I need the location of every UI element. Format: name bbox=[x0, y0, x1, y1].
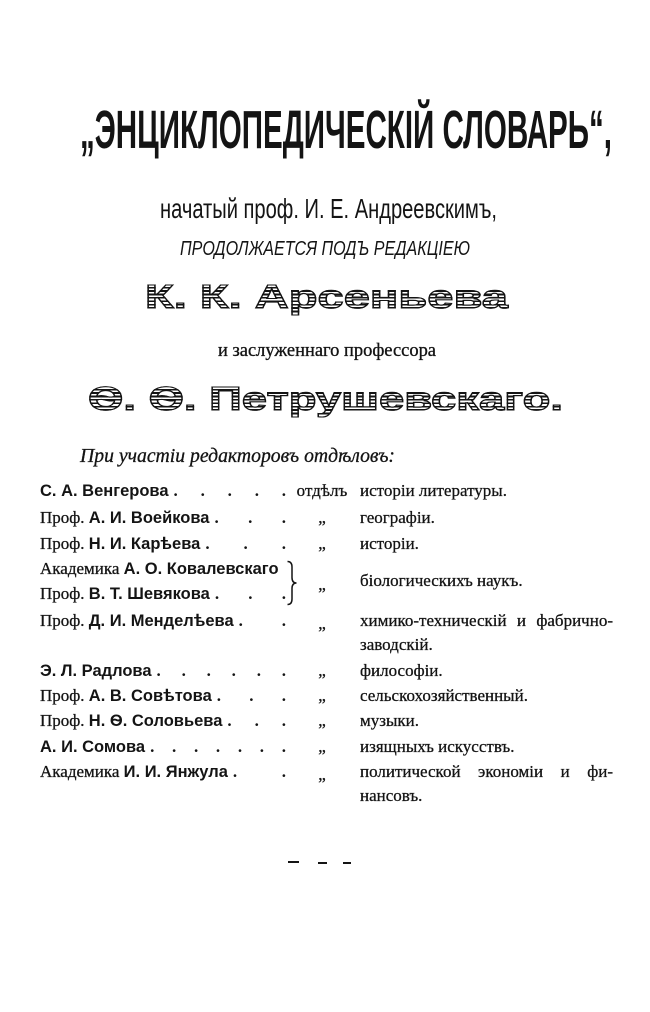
editor-entry bbox=[40, 659, 286, 683]
subject-line: исторіи. bbox=[360, 534, 419, 553]
and-professor-line: и заслуженнаго профессора bbox=[218, 340, 436, 361]
department-row bbox=[0, 659, 650, 683]
editor-name: А. И. Сомова bbox=[40, 738, 146, 756]
editor-entry bbox=[40, 735, 286, 759]
editor-name-group bbox=[40, 557, 279, 581]
editor-title: Академика bbox=[40, 762, 120, 781]
ditto-mark: „ bbox=[318, 534, 326, 553]
editor-name: Н. Ѳ. Соловьева bbox=[88, 712, 223, 730]
decorative-dash bbox=[318, 862, 327, 864]
department-subject bbox=[360, 684, 613, 708]
editor-title: Проф. bbox=[40, 584, 85, 603]
dot-leader: . . . . . . . bbox=[150, 737, 286, 756]
subject-line: политической экономіи и фи- bbox=[360, 762, 613, 781]
ditto-mark: „ bbox=[318, 686, 326, 705]
editor-entry bbox=[40, 557, 286, 581]
subject-line: географіи. bbox=[360, 508, 435, 527]
ditto-mark: „ bbox=[318, 765, 326, 784]
editor-title: Академика bbox=[40, 559, 120, 578]
department-row bbox=[0, 735, 650, 759]
dictionary-title: „ЭНЦИКЛОПЕДИЧЕСКІЙ СЛОВАРЬ“, bbox=[80, 100, 612, 160]
editor-entry bbox=[40, 532, 286, 556]
department-subject bbox=[360, 506, 613, 530]
founder-line: начатый проф. И. Е. Андреевскимъ, bbox=[160, 193, 497, 224]
department-row bbox=[0, 709, 650, 733]
department-subject bbox=[360, 569, 613, 593]
subject-line: философіи. bbox=[360, 661, 443, 680]
editor-entry bbox=[40, 684, 286, 708]
dot-leader: . . . bbox=[214, 584, 286, 603]
subject-line: химико-техническій и фабрично- bbox=[360, 611, 613, 630]
editor-title: Проф. bbox=[40, 686, 85, 705]
dot-leader: . . . bbox=[205, 534, 286, 553]
editor-name: А. О. Ковалевскаго bbox=[123, 560, 279, 578]
ditto-mark: „ bbox=[318, 661, 326, 680]
editor-name: В. Т. Шевякова bbox=[88, 585, 210, 603]
editor-name-group bbox=[40, 684, 212, 708]
section-editors-heading: При участіи редакторовъ отдѣловъ: bbox=[80, 445, 395, 467]
dot-leader: . . . bbox=[216, 686, 286, 705]
editor-name-group bbox=[40, 609, 234, 633]
editor-entry bbox=[40, 609, 286, 633]
ditto-mark: „ bbox=[318, 575, 326, 594]
dot-leader: . . bbox=[232, 762, 286, 781]
department-label: отдѣлъ bbox=[296, 481, 348, 500]
editor-entry bbox=[40, 479, 286, 503]
department-row bbox=[0, 479, 650, 503]
dot-leader: . . . . . . bbox=[156, 661, 286, 680]
subject-line: изящныхъ искусствъ. bbox=[360, 737, 515, 756]
ditto-mark: „ bbox=[318, 614, 326, 633]
editor-name-group bbox=[40, 479, 169, 503]
editor-title: Проф. bbox=[40, 711, 85, 730]
editor-name-group bbox=[40, 582, 210, 606]
editor-title: Проф. bbox=[40, 508, 85, 527]
editor-name: С. А. Венгерова bbox=[40, 482, 169, 500]
department-row bbox=[0, 532, 650, 556]
editor-name-group bbox=[40, 735, 145, 759]
department-row bbox=[0, 609, 650, 657]
ditto-mark: „ bbox=[318, 737, 326, 756]
editor-name: Д. И. Менделѣева bbox=[88, 612, 234, 630]
department-subject bbox=[360, 709, 613, 733]
editor-title: Проф. bbox=[40, 534, 85, 553]
editor-name-group bbox=[40, 659, 152, 683]
department-row bbox=[0, 760, 650, 808]
department-subject bbox=[360, 659, 613, 683]
editor-entry bbox=[40, 709, 286, 733]
dot-leader: . . bbox=[238, 611, 286, 630]
decorative-dash bbox=[343, 862, 351, 864]
editor-name-group bbox=[40, 760, 228, 784]
continued-under-editorship: ПРОДОЛЖАЕТСЯ ПОДЪ РЕДАКЦІЕЮ bbox=[180, 238, 470, 260]
chief-editor-name: К. К. Арсеньева bbox=[145, 278, 508, 315]
editor-entry bbox=[40, 760, 286, 784]
department-row bbox=[0, 684, 650, 708]
decorative-dash bbox=[288, 861, 299, 863]
subject-line: музыки. bbox=[360, 711, 420, 730]
dot-leader: . . . bbox=[214, 508, 286, 527]
editor-entry bbox=[40, 506, 286, 530]
editor-name: Н. И. Карѣева bbox=[88, 535, 201, 553]
department-subject bbox=[360, 609, 613, 657]
editor-name: А. И. Воейкова bbox=[88, 509, 210, 527]
subject-line: сельскохозяйственный. bbox=[360, 686, 528, 705]
editor-name-group bbox=[40, 709, 222, 733]
editor-entry bbox=[40, 582, 286, 606]
department-subject bbox=[360, 479, 613, 503]
dot-leader: . . . bbox=[227, 711, 286, 730]
department-row bbox=[0, 557, 650, 606]
department-subject bbox=[360, 735, 613, 759]
ditto-mark: „ bbox=[318, 711, 326, 730]
editor-name: Э. Л. Радлова bbox=[40, 662, 152, 680]
editor-name: И. И. Янжула bbox=[123, 763, 228, 781]
editor-title: Проф. bbox=[40, 611, 85, 630]
subject-line: заводскій. bbox=[360, 635, 433, 654]
editor-name: А. В. Совѣтова bbox=[88, 687, 212, 705]
department-subject bbox=[360, 760, 613, 808]
subject-line: нансовъ. bbox=[360, 786, 423, 805]
editor-name-group bbox=[40, 532, 200, 556]
co-editor-name: Ѳ. Ѳ. Петрушевскаго. bbox=[88, 380, 563, 417]
subject-line: исторіи литературы. bbox=[360, 481, 507, 500]
department-subject bbox=[360, 532, 613, 556]
department-row bbox=[0, 506, 650, 530]
subject-line: біологическихъ наукъ. bbox=[360, 571, 523, 590]
dot-leader: . . . . . bbox=[173, 481, 286, 500]
ditto-mark: „ bbox=[318, 508, 326, 527]
editor-name-group bbox=[40, 506, 209, 530]
